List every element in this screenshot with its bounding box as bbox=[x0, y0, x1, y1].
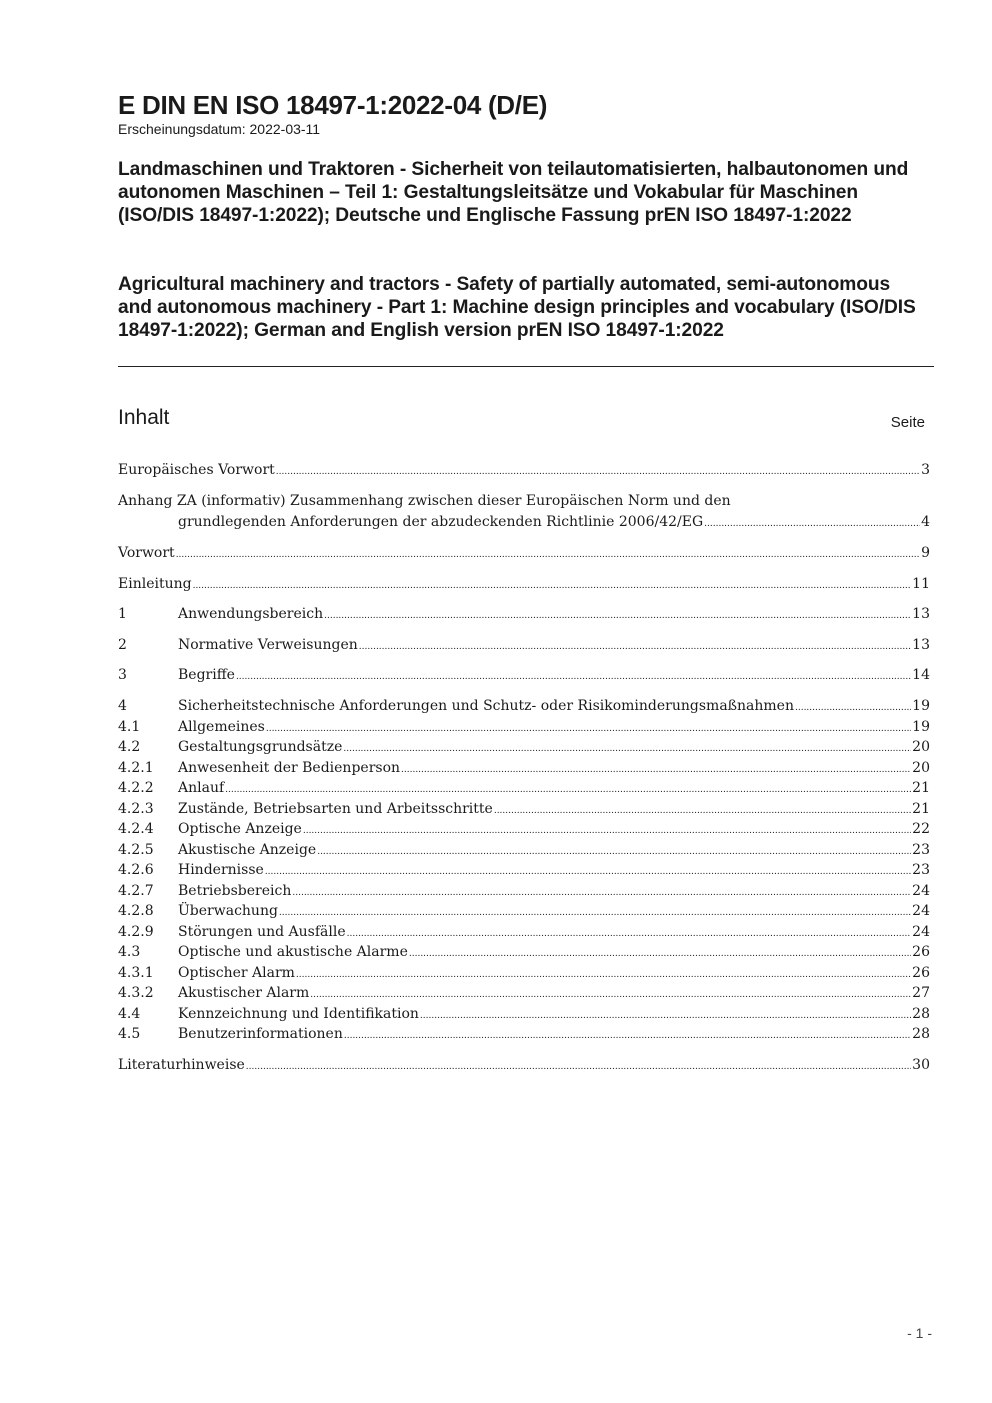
toc-leader-dots bbox=[296, 970, 911, 980]
toc-entry-literaturhinweise[interactable] bbox=[118, 1057, 930, 1078]
toc-entry-title: Anlauf bbox=[178, 780, 225, 796]
toc-entry-page: 11 bbox=[912, 576, 930, 592]
toc-entry-title: Anwesenheit der Bedienperson bbox=[178, 760, 401, 776]
toc-entry-page: 13 bbox=[912, 606, 930, 622]
toc-entry-einleitung[interactable] bbox=[118, 576, 930, 597]
toc-entry-europaeisches-vorwort[interactable] bbox=[118, 462, 930, 483]
toc-entry-4-1[interactable] bbox=[118, 719, 930, 740]
toc-leader-dots bbox=[704, 519, 920, 529]
toc-entry-page: 27 bbox=[912, 985, 930, 1001]
toc-entry-page: 22 bbox=[912, 821, 930, 837]
toc-entry-number: 4.2.5 bbox=[118, 842, 154, 858]
toc-entry-page: 13 bbox=[912, 637, 930, 653]
toc-entry-number: 4.2.3 bbox=[118, 801, 154, 817]
toc-entry-page: 4 bbox=[921, 514, 930, 530]
toc-entry-page: 3 bbox=[921, 462, 930, 478]
toc-entry-4-3-1[interactable] bbox=[118, 965, 930, 986]
toc-entry-page: 9 bbox=[921, 545, 930, 561]
toc-entry-number: 4.2.4 bbox=[118, 821, 154, 837]
toc-entry-number: 4.1 bbox=[118, 719, 141, 735]
toc-entry-title: Überwachung bbox=[178, 903, 278, 919]
toc-entry-title: Benutzerinformationen bbox=[178, 1026, 343, 1042]
toc-entry-4-2-4[interactable] bbox=[118, 821, 930, 842]
toc-entry-page: 21 bbox=[912, 780, 930, 796]
toc-entry-4-2-2[interactable] bbox=[118, 780, 930, 801]
toc-leader-dots bbox=[310, 990, 911, 1000]
toc-entry-2[interactable] bbox=[118, 637, 930, 658]
toc-heading: Inhalt bbox=[118, 406, 170, 429]
toc-leader-dots bbox=[265, 867, 911, 877]
toc-entry-title: Zustände, Betriebsarten und Arbeitsschritte bbox=[178, 801, 493, 817]
toc-entry-title: Kennzeichnung und Identifikation bbox=[178, 1006, 419, 1022]
toc-entry-number: 4.5 bbox=[118, 1026, 141, 1042]
toc-entry-page: 14 bbox=[912, 667, 930, 683]
toc-entry-page: 23 bbox=[912, 842, 930, 858]
toc-leader-dots bbox=[409, 949, 911, 959]
toc-leader-dots bbox=[279, 908, 911, 918]
toc-entry-title: Europäisches Vorwort bbox=[118, 462, 275, 478]
toc-entry-number: 4.2.8 bbox=[118, 903, 154, 919]
toc-entry-4-2-9[interactable] bbox=[118, 924, 930, 945]
toc-entry-page: 19 bbox=[912, 698, 930, 714]
toc-leader-dots bbox=[266, 724, 911, 734]
toc-leader-dots bbox=[401, 765, 911, 775]
toc-entry-anhang-za[interactable] bbox=[118, 514, 930, 535]
toc-entry-number: 4.3 bbox=[118, 944, 141, 960]
toc-entry-number: 1 bbox=[118, 606, 127, 622]
title-german: Landmaschinen und Traktoren - Sicherheit von teilautomatisierten, halbautonomen und autonomen Maschinen – Teil 1: Gestaltungsleitsätze und Vokabular für Maschinen (ISO/DIS 18497-1:2022); Deutsche und Englische Fassung prEN ISO 18497-1:2022 bbox=[118, 159, 909, 226]
toc-leader-dots bbox=[317, 847, 911, 857]
toc-entry-number: 3 bbox=[118, 667, 127, 683]
publication-date: Erscheinungsdatum: 2022-03-11 bbox=[118, 121, 321, 137]
toc-entry-page: 28 bbox=[912, 1006, 930, 1022]
toc-entry-page: 24 bbox=[912, 903, 930, 919]
toc-leader-dots bbox=[276, 467, 920, 477]
toc-entry-title: Betriebsbereich bbox=[178, 883, 292, 899]
toc-leader-dots bbox=[343, 744, 911, 754]
toc-entry-title: Hindernisse bbox=[178, 862, 264, 878]
toc-leader-dots bbox=[494, 806, 911, 816]
toc-entry-title: grundlegenden Anforderungen der abzudeckenden Richtlinie 2006/42/EG bbox=[178, 514, 704, 530]
toc-entry-vorwort[interactable] bbox=[118, 545, 930, 566]
toc-entry-4-3-2[interactable] bbox=[118, 985, 930, 1006]
toc-entry-4-2[interactable] bbox=[118, 739, 930, 760]
page-number: - 1 - bbox=[907, 1325, 932, 1341]
toc-entry-title: Anwendungsbereich bbox=[178, 606, 324, 622]
toc-entry-title: Literaturhinweise bbox=[118, 1057, 245, 1073]
toc-entry-number: 4.2.2 bbox=[118, 780, 154, 796]
toc-entry-title: Akustische Anzeige bbox=[178, 842, 317, 858]
toc-entry-anhang-za-line1[interactable]: Anhang ZA (informativ) Zusammenhang zwischen dieser Europäischen Norm und den bbox=[118, 493, 731, 509]
toc-entry-title: Normative Verweisungen bbox=[178, 637, 358, 653]
toc-entry-number: 4.2.7 bbox=[118, 883, 154, 899]
toc-entry-title: Einleitung bbox=[118, 576, 192, 592]
toc-leader-dots bbox=[347, 929, 912, 939]
toc-entry-page: 19 bbox=[912, 719, 930, 735]
toc-entry-number: 4.2.6 bbox=[118, 862, 154, 878]
toc-entry-4-2-1[interactable] bbox=[118, 760, 930, 781]
toc-entry-4-2-7[interactable] bbox=[118, 883, 930, 904]
toc-entry-4-2-3[interactable] bbox=[118, 801, 930, 822]
document-id: E DIN EN ISO 18497-1:2022-04 (D/E) bbox=[118, 90, 548, 120]
toc-leader-dots bbox=[420, 1011, 911, 1021]
toc-leader-dots bbox=[193, 581, 912, 591]
toc-entry-page: 23 bbox=[912, 862, 930, 878]
toc-entry-number: 4 bbox=[118, 698, 127, 714]
toc-entry-title: Optische Anzeige bbox=[178, 821, 302, 837]
toc-leader-dots bbox=[795, 703, 911, 713]
toc-leader-dots bbox=[225, 785, 911, 795]
toc-entry-number: 4.3.2 bbox=[118, 985, 154, 1001]
toc-entry-title: Optischer Alarm bbox=[178, 965, 295, 981]
toc-leader-dots bbox=[324, 611, 911, 621]
toc-entry-title: Allgemeines bbox=[178, 719, 265, 735]
toc-entry-number: 4.4 bbox=[118, 1006, 141, 1022]
toc-entry-4-2-8[interactable] bbox=[118, 903, 930, 924]
toc-entry-title: Sicherheitstechnische Anforderungen und Schutz- oder Risikominderungsmaßnahmen bbox=[178, 698, 794, 714]
toc-entry-number: 4.3.1 bbox=[118, 965, 154, 981]
title-english: Agricultural machinery and tractors - Safety of partially automated, semi-autonomous and autonomous machinery - Part 1: Machine design principles and vocabulary (ISO/DIS 18497-1:2022); German and English version prEN ISO 18497-1:2022 bbox=[118, 274, 916, 341]
toc-entry-page: 26 bbox=[912, 944, 930, 960]
toc-entry-number: 2 bbox=[118, 637, 127, 653]
toc-leader-dots bbox=[246, 1062, 911, 1072]
toc-entry-3[interactable] bbox=[118, 667, 930, 688]
toc-entry-title: Akustischer Alarm bbox=[178, 985, 310, 1001]
toc-leader-dots bbox=[344, 1031, 911, 1041]
toc-entry-title: Begriffe bbox=[178, 667, 235, 683]
toc-entry-number: 4.2.9 bbox=[118, 924, 154, 940]
toc-entry-number: 4.2 bbox=[118, 739, 141, 755]
toc-entry-4-4[interactable] bbox=[118, 1006, 930, 1027]
toc-page-label: Seite bbox=[890, 414, 925, 431]
toc-entry-4-2-5[interactable] bbox=[118, 842, 930, 863]
toc-leader-dots bbox=[303, 826, 911, 836]
toc-entry-page: 30 bbox=[912, 1057, 930, 1073]
toc-entry-page: 28 bbox=[912, 1026, 930, 1042]
toc-entry-page: 24 bbox=[912, 883, 930, 899]
toc-entry-4[interactable] bbox=[118, 698, 930, 719]
toc-entry-4-5[interactable] bbox=[118, 1026, 930, 1047]
toc-leader-dots bbox=[359, 642, 911, 652]
toc-entry-1[interactable] bbox=[118, 606, 930, 627]
toc-entry-title: Störungen und Ausfälle bbox=[178, 924, 346, 940]
toc-leader-dots bbox=[176, 550, 920, 560]
toc-entry-title: Optische und akustische Alarme bbox=[178, 944, 408, 960]
toc-entry-page: 20 bbox=[912, 739, 930, 755]
title-divider bbox=[118, 366, 934, 367]
toc-entry-4-3[interactable] bbox=[118, 944, 930, 965]
toc-entry-4-2-6[interactable] bbox=[118, 862, 930, 883]
toc-entry-title: Gestaltungsgrundsätze bbox=[178, 739, 343, 755]
toc-leader-dots bbox=[236, 672, 911, 682]
toc-entry-page: 26 bbox=[912, 965, 930, 981]
toc-entry-page: 21 bbox=[912, 801, 930, 817]
toc-entry-number: 4.2.1 bbox=[118, 760, 154, 776]
toc-leader-dots bbox=[292, 888, 911, 898]
toc-entry-title: Vorwort bbox=[118, 545, 175, 561]
toc-entry-page: 20 bbox=[912, 760, 930, 776]
toc-entry-page: 24 bbox=[912, 924, 930, 940]
